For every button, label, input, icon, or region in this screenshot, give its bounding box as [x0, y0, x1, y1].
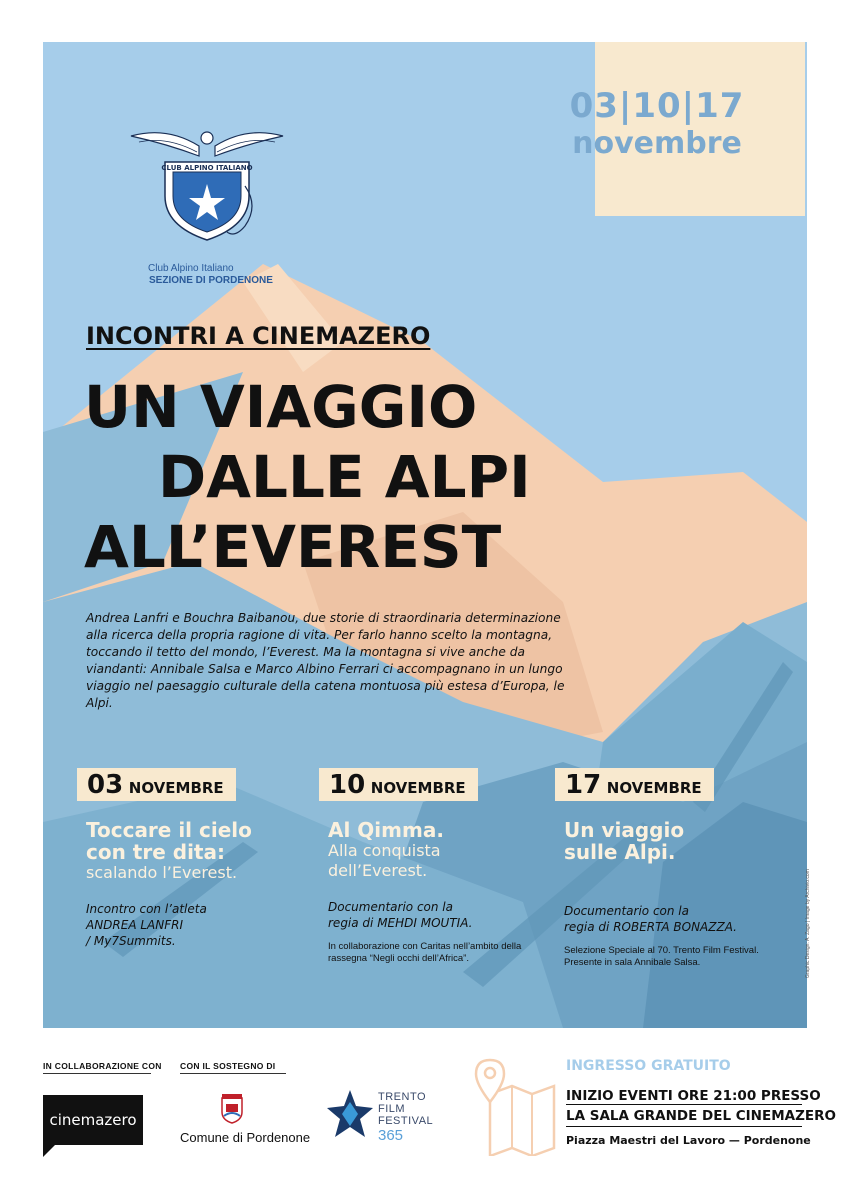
kicker-title: INCONTRI A CINEMAZERO: [86, 322, 431, 350]
event-note: In collaborazione con Caritas nell’ambito della rassegna “Negli occhi dell’Africa”.: [328, 941, 522, 964]
event-month: novembre: [572, 126, 742, 161]
event-desc-line: Incontro con l’atleta: [86, 902, 207, 916]
event-desc-line: / My7Summits.: [86, 934, 176, 948]
collaboration-label: IN COLLABORAZIONE CON: [43, 1061, 162, 1071]
event-month-label: NOVEMBRE: [606, 779, 702, 797]
headline-line-2: DALLE ALPI: [158, 443, 531, 511]
trento-film-festival-logo: [378, 1091, 433, 1127]
event-column-3: [555, 768, 775, 969]
event-date-label: [319, 768, 478, 801]
underline: [566, 1104, 802, 1105]
map-pin-icon: [474, 1058, 560, 1156]
event-title: Toccare il cielo con tre dita:: [86, 818, 252, 864]
event-description: [77, 901, 297, 949]
headline-line-1: UN VIAGGIO: [84, 373, 478, 441]
event-subtitle: Alla conquista dell’Everest.: [328, 841, 441, 880]
design-credit: Graphic Design: A. Zago | Image by Archivio.com: [805, 869, 811, 978]
divider: [43, 1073, 151, 1074]
event-day: 03: [87, 770, 124, 800]
event-note: Selezione Speciale al 70. Trento Film Festival. Presente in sala Annibale Salsa.: [564, 945, 759, 968]
divider: [180, 1073, 286, 1074]
event-desc-line: ANDREA LANFRI: [86, 918, 184, 932]
event-day: 17: [565, 770, 602, 800]
svg-text:CLUB ALPINO ITALIANO: CLUB ALPINO ITALIANO: [161, 164, 253, 172]
event-subtitle: scalando l’Everest.: [86, 863, 238, 882]
intro-paragraph: Andrea Lanfri e Bouchra Baibanou, due storie di straordinaria determinazione alla ricerca della propria ragione di vita. Per farlo hanno scelto la montagna, toccando il tetto del mondo, l’Everest. Ma la montagna si vive anche da viandanti: Annibale Salsa e Marco Albino Ferrari ci accompagnano in un lungo viaggio nel paesaggio culturale della catena montuosa più estesa d’Europa, le Alpi.: [86, 611, 565, 710]
tff-365: 365: [378, 1127, 404, 1144]
event-desc-line: regia di MEHDI MOUTIA.: [328, 916, 473, 930]
org-name: Club Alpino Italiano: [148, 263, 234, 274]
event-month-label: NOVEMBRE: [370, 779, 466, 797]
event-date-label: [77, 768, 236, 801]
support-label: CON IL SOSTEGNO DI: [180, 1061, 276, 1071]
event-desc-line: Documentario con la: [564, 904, 689, 918]
event-title: Un viaggio sulle Alpi.: [564, 818, 685, 864]
tff-text: FESTIVAL: [378, 1115, 434, 1127]
event-dates: 03|10|17: [569, 86, 745, 126]
event-column-1: [77, 768, 297, 949]
start-time-line-1: INIZIO EVENTI ORE 21:00 PRESSO: [566, 1088, 821, 1104]
venue-address: Piazza Maestri del Lavoro — Pordenone: [566, 1134, 811, 1147]
underline: [566, 1126, 802, 1127]
tff-text: FILM: [378, 1103, 406, 1115]
cai-logo: [127, 126, 287, 246]
tff-text: TRENTO: [378, 1091, 427, 1103]
comune-name: Comune di Pordenone: [180, 1130, 311, 1145]
event-desc-line: Documentario con la: [328, 900, 453, 914]
event-date-label: [555, 768, 714, 801]
free-entry-label: INGRESSO GRATUITO: [566, 1058, 731, 1074]
event-title: Al Qimma.: [328, 818, 444, 842]
cinemazero-logo: cinemazero: [43, 1095, 143, 1145]
comune-crest-icon: [220, 1092, 244, 1124]
event-description: [555, 903, 775, 935]
event-day: 10: [329, 770, 366, 800]
event-description: [319, 899, 539, 931]
event-desc-line: regia di ROBERTA BONAZZA.: [564, 920, 737, 934]
headline-line-3: ALL’EVEREST: [84, 513, 502, 581]
start-time-line-2: LA SALA GRANDE DEL CINEMAZERO: [566, 1108, 836, 1124]
org-section: SEZIONE DI PORDENONE: [149, 275, 273, 286]
cinemazero-logo-notch: [43, 1145, 55, 1157]
event-month-label: NOVEMBRE: [128, 779, 224, 797]
trento-film-festival-star-icon: [325, 1088, 375, 1140]
event-column-2: [319, 768, 539, 965]
